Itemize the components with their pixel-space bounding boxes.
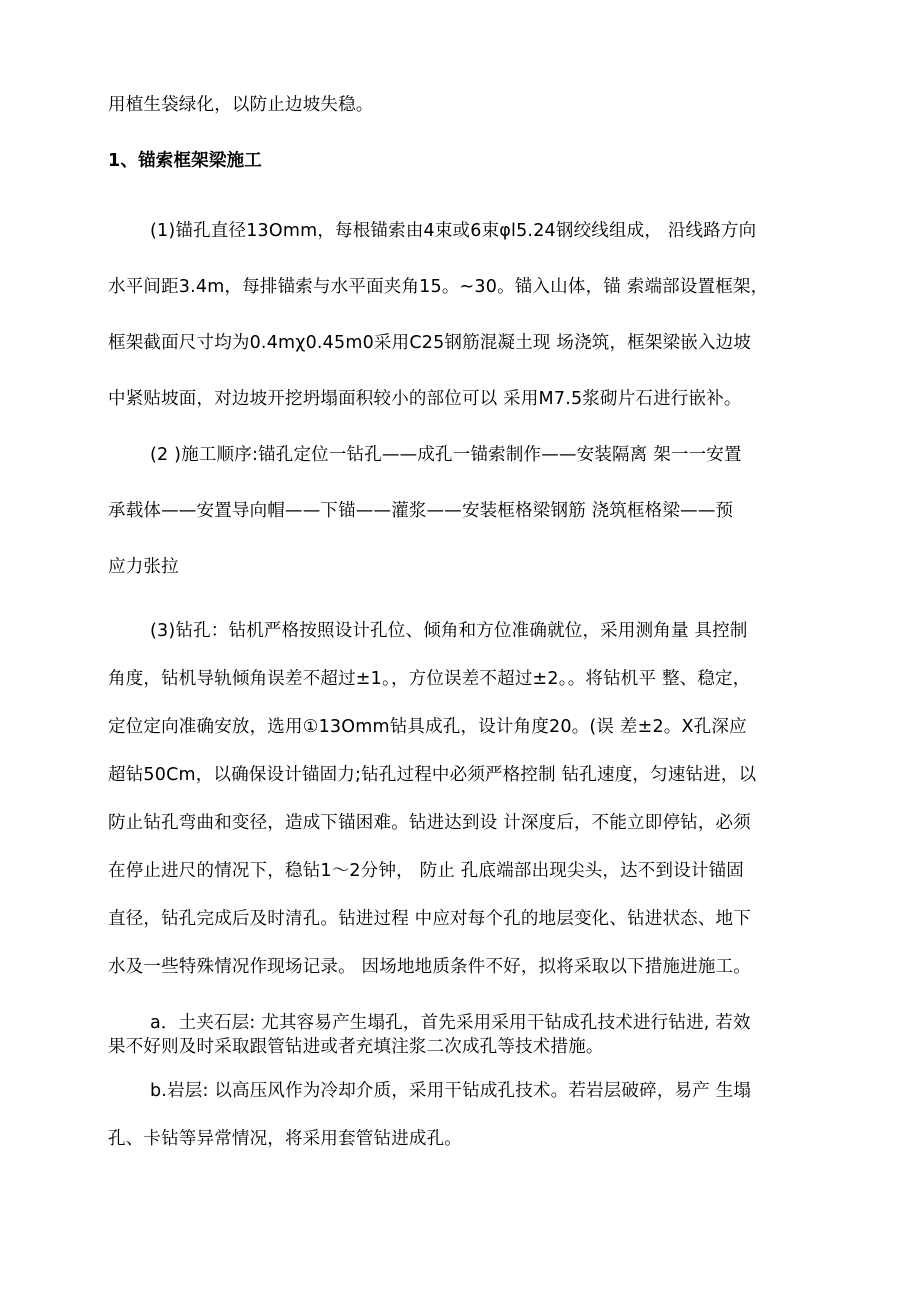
paragraph-line: 防止钻孔弯曲和变径，造成下锚困难。钻进达到设 计深度后，不能立即停钻，必须 [108, 813, 751, 833]
paragraph-line: 承载体——安置导向帽——下锚——灌浆——安装框格梁钢筋 浇筑框格梁——预 [108, 501, 734, 521]
section-heading: 1、锚索框架梁施工 [108, 151, 262, 171]
paragraph-line: 角度，钻机导轨倾角误差不超过±1。，方位误差不超过±2。。将钻机平 整、稳定， [108, 669, 751, 689]
intro-line: 用植生袋绿化，以防止边坡失稳。 [108, 95, 374, 115]
paragraph-line: 直径，钻孔完成后及时清孔。钻进过程 中应对每个孔的地层变化、钻进状态、地下 [108, 909, 751, 929]
paragraph-line: (2 )施工顺序:锚孔定位一钻孔——成孔一锚索制作——安装隔离 架一一安置 [150, 445, 742, 465]
paragraph-line: 框架截面尺寸均为0.4mχ0.45m0采用C25钢筋混凝土现 场浇筑，框架梁嵌入边坡 [108, 333, 752, 353]
paragraph-line: a．土夹石层: 尤其容易产生塌孔，首先采用采用干钻成孔技术进行钻进, 若效 [150, 1013, 751, 1033]
paragraph-line: 中紧贴坡面，对边坡开挖坍塌面积较小的部位可以 采用M7.5浆砌片石进行嵌补。 [108, 389, 742, 409]
paragraph-line: 定位定向准确安放，选用①13Omm钻具成孔，设计角度20。(误 差±2。X孔深应 [108, 717, 747, 737]
paragraph-line: 水平间距3.4m，每排锚索与水平面夹角15。~30。锚入山体，锚 索端部设置框架， [108, 277, 769, 297]
paragraph-line: 超钻50Cm，以确保设计锚固力;钻孔过程中必须严格控制 钻孔速度，匀速钻进，以 [108, 765, 757, 785]
paragraph-line: b.岩层: 以高压风作为冷却介质，采用干钻成孔技术。若岩层破碎，易产 生塌 [150, 1081, 752, 1101]
paragraph-line: 应力张拉 [108, 557, 179, 577]
paragraph-line: (1)锚孔直径13Omm，每根锚索由4束或6束φl5.24钢绞线组成， 沿线路方向 [150, 221, 757, 241]
paragraph-line: (3)钻孔：钻机严格按照设计孔位、倾角和方位准确就位，采用测角量 具控制 [150, 621, 748, 641]
paragraph-line: 在停止进尺的情况下，稳钻1～2分钟， 防止 孔底端部出现尖头，达不到设计锚固 [108, 861, 744, 881]
paragraph-line: 水及一些特殊情况作现场记录。 因场地地质条件不好，拟将采取以下措施进施工。 [108, 957, 751, 977]
paragraph-line: 果不好则及时采取跟管钻进或者充填注浆二次成孔等技术措施。 [108, 1037, 604, 1057]
paragraph-line: 孔、卡钻等异常情况，将采用套管钻进成孔。 [108, 1129, 462, 1149]
